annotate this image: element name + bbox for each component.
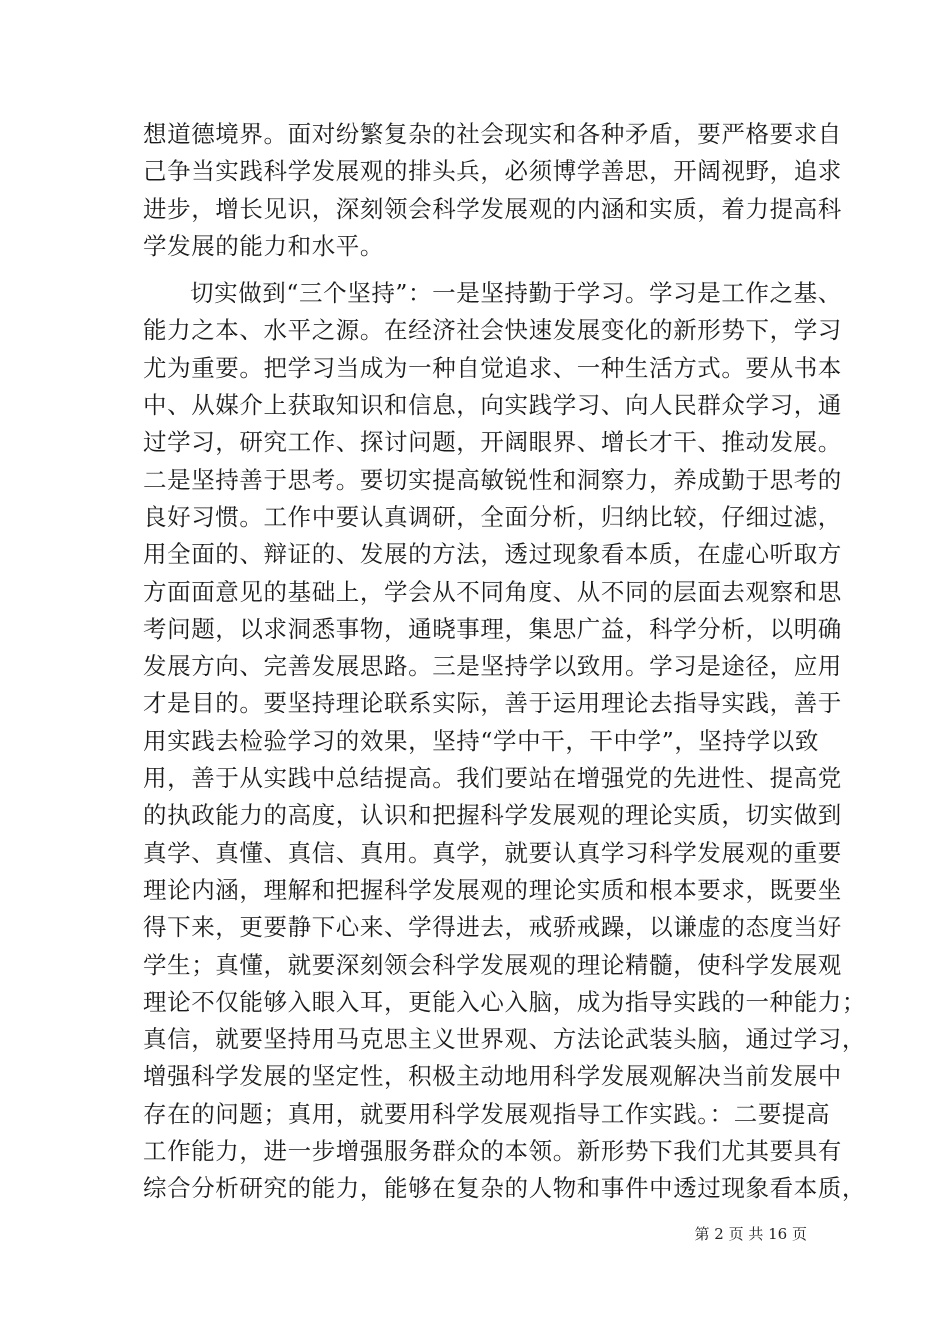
text-line: 中、从媒介上获取知识和信息，向实践学习、向人民群众学习，通 xyxy=(143,391,842,420)
text-line: 真学、真懂、真信、真用。真学，就要认真学习科学发展观的重要 xyxy=(143,838,842,867)
text-line: 的执政能力的高度，认识和把握科学发展观的理论实质，切实做到 xyxy=(143,801,842,830)
text-line: 才是目的。要坚持理论联系实际，善于运用理论去指导实践，善于 xyxy=(143,689,842,718)
text-line: 理论不仅能够入眼入耳，更能入心入脑，成为指导实践的一种能力； xyxy=(143,987,866,1016)
text-line: 考问题，以求洞悉事物，通晓事理，集思广益，科学分析，以明确 xyxy=(143,614,842,643)
text-line: 想道德境界。面对纷繁复杂的社会现实和各种矛盾，要严格要求自 xyxy=(143,120,842,148)
text-line: 用全面的、辩证的、发展的方法，透过现象看本质，在虚心听取方 xyxy=(143,540,842,569)
paragraph-first-line: 切实做到“三个坚持”：一是坚持勤于学习。学习是工作之基、 xyxy=(190,279,842,308)
text-line: 得下来，更要静下心来、学得进去，戒骄戒躁，以谦虚的态度当好 xyxy=(143,913,842,942)
text-line: 能力之本、水平之源。在经济社会快速发展变化的新形势下，学习 xyxy=(143,316,842,345)
text-line: 综合分析研究的能力，能够在复杂的人物和事件中透过现象看本质， xyxy=(143,1174,866,1203)
page-footer xyxy=(0,1222,950,1246)
text-line: 尤为重要。把学习当成为一种自觉追求、一种生活方式。要从书本 xyxy=(143,353,842,382)
text-line: 己争当实践科学发展观的排头兵，必须博学善思，开阔视野，追求 xyxy=(143,157,842,186)
text-line: 真信，就要坚持用马克思主义世界观、方法论武装头脑，通过学习， xyxy=(143,1025,866,1054)
text-line: 用实践去检验学习的效果，坚持“学中干，干中学”，坚持学以致 xyxy=(143,726,819,755)
text-line: 进步，增长见识，深刻领会科学发展观的内涵和实质，着力提高科 xyxy=(143,194,842,223)
text-line: 学生；真懂，就要深刻领会科学发展观的理论精髓，使科学发展观 xyxy=(143,950,842,979)
text-line: 增强科学发展的坚定性，积极主动地用科学发展观解决当前发展中 xyxy=(143,1062,842,1091)
text-line: 发展方向、完善发展思路。三是坚持学以致用。学习是途径，应用 xyxy=(143,652,842,681)
text-line: 二是坚持善于思考。要切实提高敏锐性和洞察力，养成勤于思考的 xyxy=(143,465,842,494)
text-line: 过学习，研究工作、探讨问题，开阔眼界、增长才干、推动发展。 xyxy=(143,428,842,457)
text-line: 存在的问题；真用，就要用科学发展观指导工作实践。：二要提高 xyxy=(143,1099,831,1128)
text-line: 理论内涵，理解和把握科学发展观的理论实质和根本要求，既要坐 xyxy=(143,875,842,904)
text-line: 学发展的能力和水平。 xyxy=(143,231,384,260)
text-line: 工作能力，进一步增强服务群众的本领。新形势下我们尤其要具有 xyxy=(143,1137,842,1166)
text-line: 方面面意见的基础上，学会从不同角度、从不同的层面去观察和思 xyxy=(143,577,842,606)
body-text xyxy=(143,116,866,1208)
text-line: 良好习惯。工作中要认真调研，全面分析，归纳比较，仔细过滤， xyxy=(143,502,842,531)
text-line: 用，善于从实践中总结提高。我们要站在增强党的先进性、提高党 xyxy=(143,764,842,793)
page-number: 第 2 页 共 16 页 xyxy=(694,1225,807,1243)
